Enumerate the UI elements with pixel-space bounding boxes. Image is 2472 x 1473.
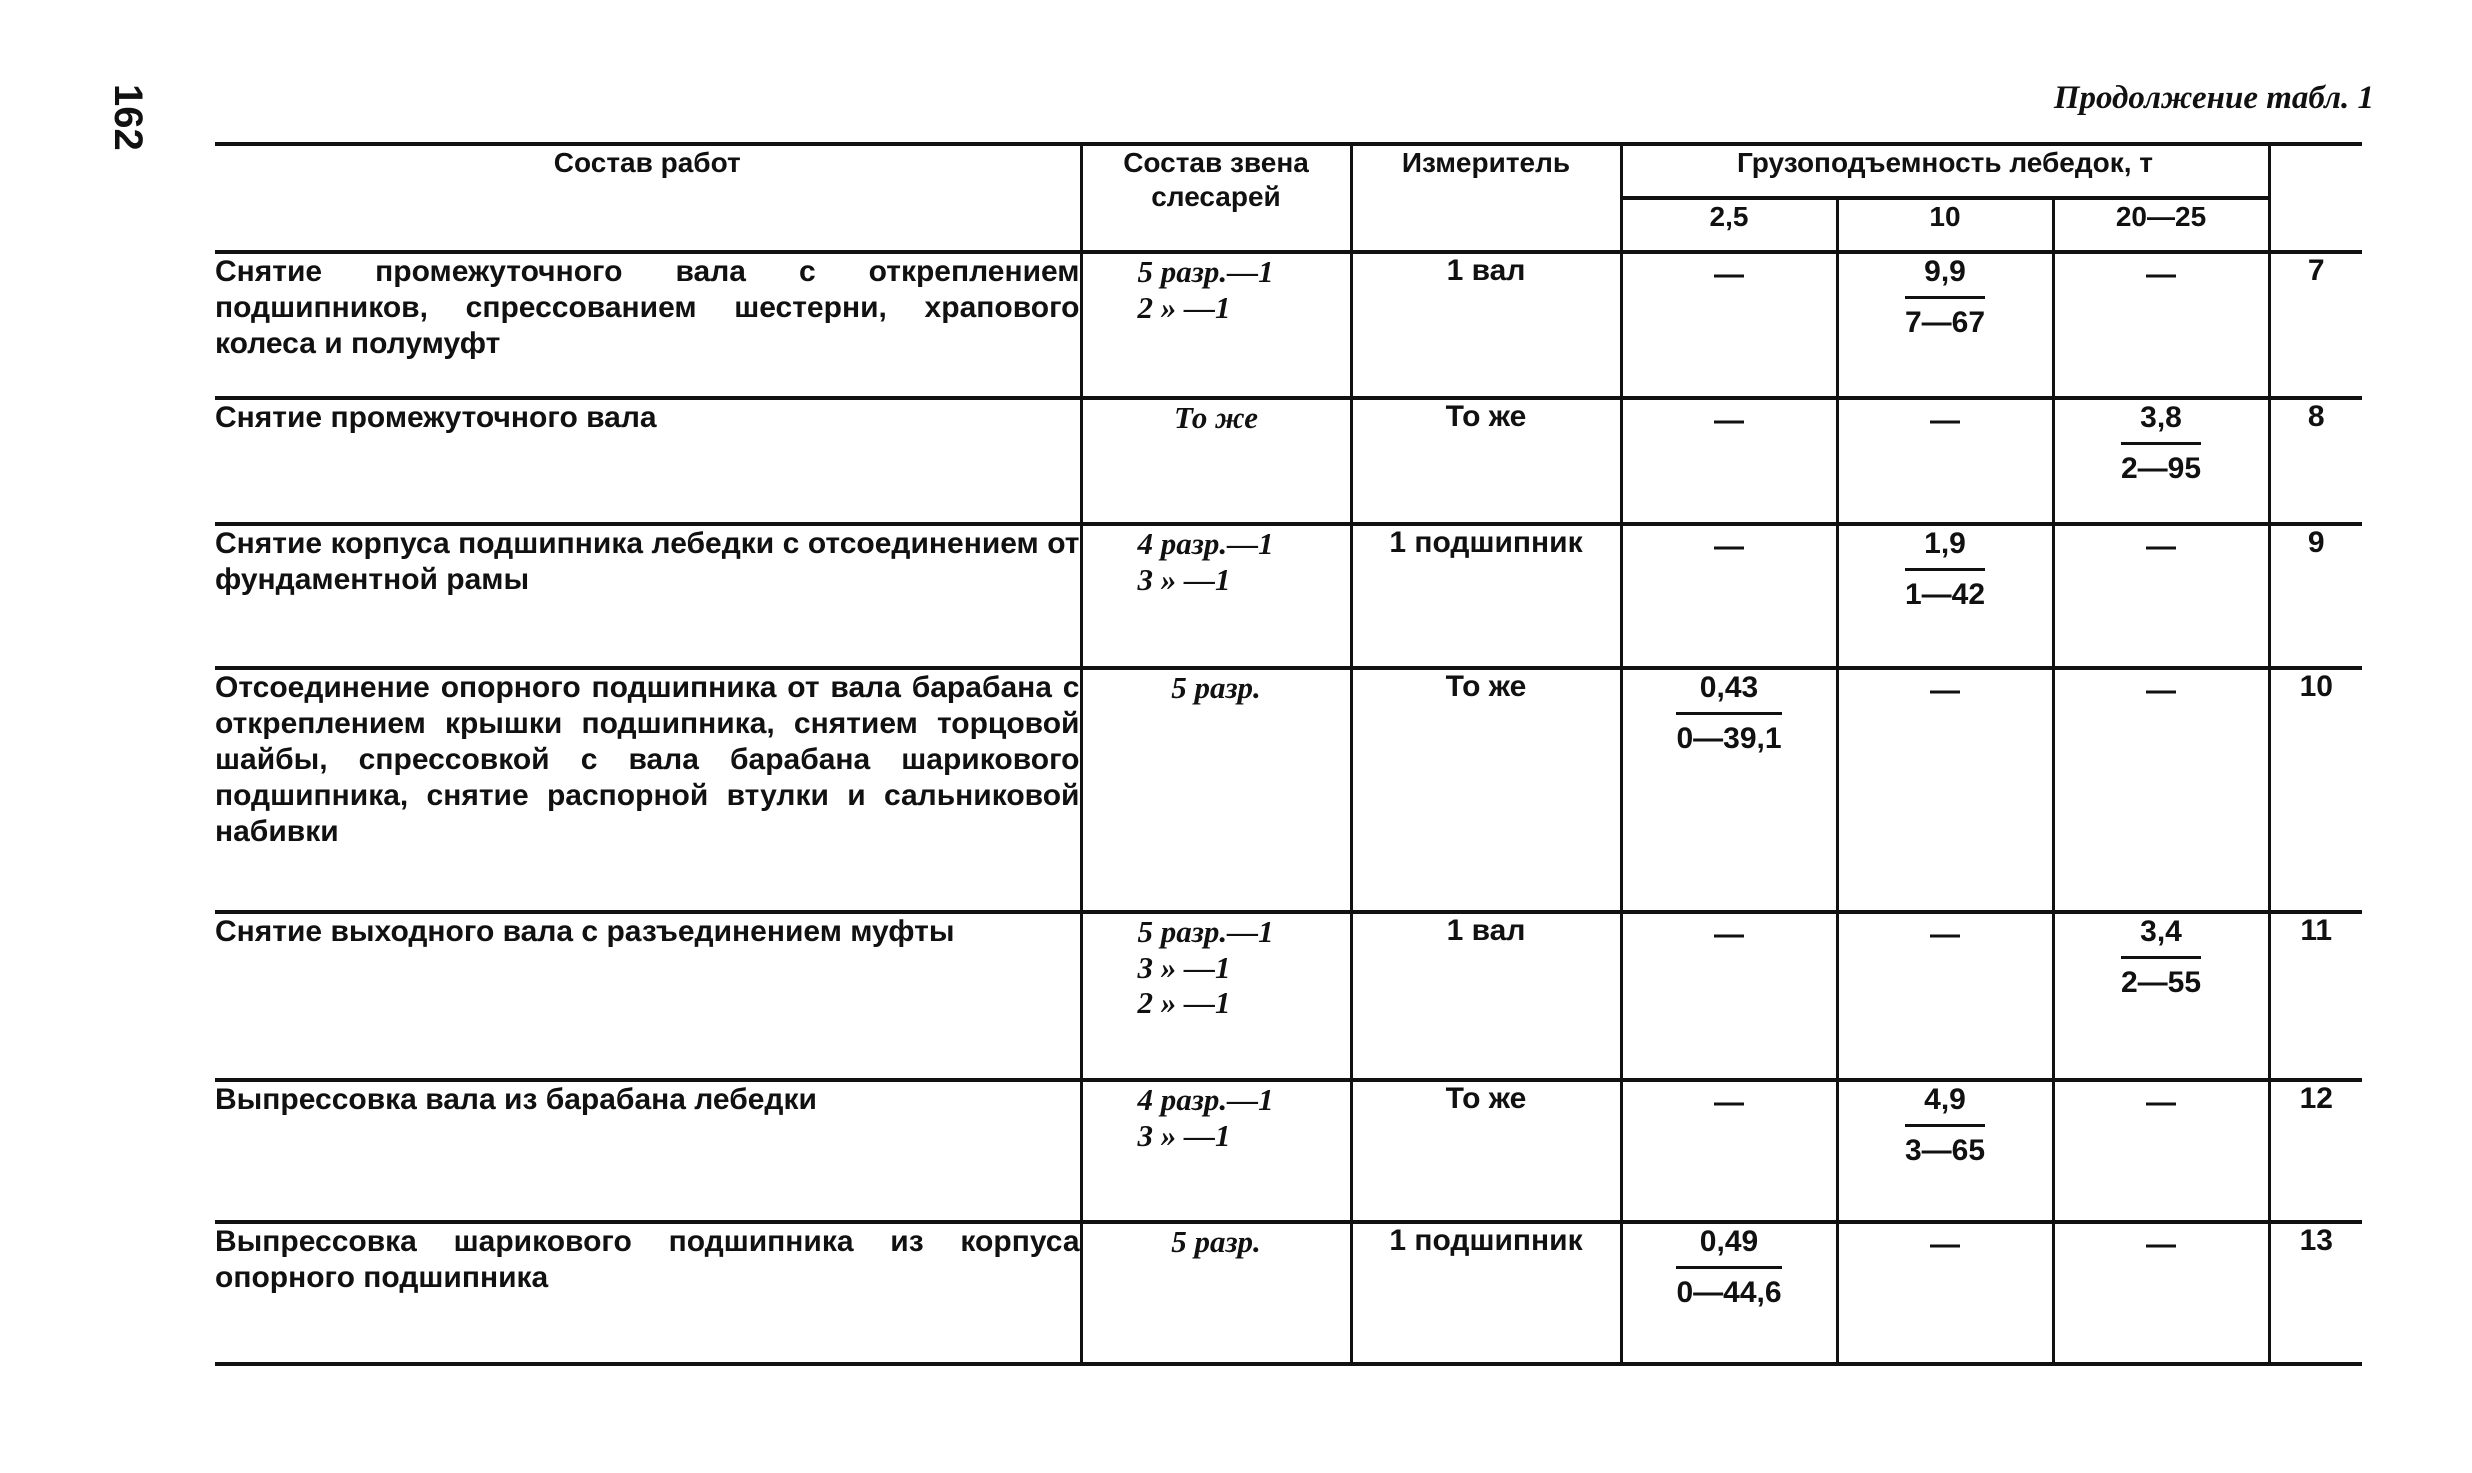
norm-fraction xyxy=(1676,1224,1781,1311)
time-norm: 0,43 xyxy=(1676,670,1781,715)
crew-composition xyxy=(1081,1222,1351,1364)
no-value-dash: — xyxy=(1930,918,1960,951)
header-capacity-20-25: 20—25 xyxy=(2053,198,2269,252)
time-norm: 3,8 xyxy=(2121,400,2201,445)
work-description: Снятие промежуточного вала с откреплением подшипников, спрессованием шестерни, храпового колеса и полумуфт xyxy=(215,252,1081,398)
work-description: Снятие промежуточного вала xyxy=(215,398,1081,524)
row-number: 12 xyxy=(2269,1080,2362,1222)
crew-line: 3 » —1 xyxy=(1137,561,1231,597)
capacity-value-c20 xyxy=(2053,912,2269,1080)
table-body xyxy=(215,252,2362,1364)
page-number: 162 xyxy=(106,84,150,151)
work-description: Отсоединение опорного подшипника от вала барабана с откреплением крышки подшипника, снятием торцовой шайбы, спрессовкой с вала барабана шарикового подшипника, снятие распорной втулки и сальниковой набивки xyxy=(215,668,1081,912)
no-value-dash: — xyxy=(1714,404,1744,437)
capacity-value-c25 xyxy=(1621,912,1837,1080)
table-row xyxy=(215,1222,2362,1364)
capacity-value-c10 xyxy=(1837,912,2053,1080)
capacity-value-c25 xyxy=(1621,524,1837,668)
crew-line: 5 разр.—1 xyxy=(1137,254,1274,289)
table-row xyxy=(215,398,2362,524)
measure-unit: То же xyxy=(1351,398,1621,524)
no-value-dash: — xyxy=(2146,1228,2176,1261)
crew-composition xyxy=(1081,398,1351,524)
price-rate: 0—39,1 xyxy=(1676,722,1782,755)
norm-fraction xyxy=(1905,1082,1985,1169)
no-value-dash: — xyxy=(2146,1086,2176,1119)
no-value-dash: — xyxy=(1930,674,1960,707)
no-value-dash: — xyxy=(1714,258,1744,291)
crew-composition xyxy=(1081,1080,1351,1222)
capacity-value-c10 xyxy=(1837,524,2053,668)
price-rate: 0—44,6 xyxy=(1676,1276,1782,1309)
header-measure-unit: Измеритель xyxy=(1351,144,1621,252)
capacity-value-c20 xyxy=(2053,252,2269,398)
no-value-dash: — xyxy=(2146,258,2176,291)
crew-line: 2 » —1 xyxy=(1137,985,1231,1021)
crew-line: 5 разр. xyxy=(1171,670,1261,705)
row-number: 7 xyxy=(2269,252,2362,398)
measure-unit: То же xyxy=(1351,1080,1621,1222)
crew-line: 3 » —1 xyxy=(1137,949,1231,985)
norm-fraction xyxy=(2121,400,2201,487)
crew-composition xyxy=(1081,524,1351,668)
capacity-value-c25 xyxy=(1621,398,1837,524)
price-rate: 3—65 xyxy=(1904,1134,1986,1167)
row-number: 8 xyxy=(2269,398,2362,524)
time-norm: 4,9 xyxy=(1905,1082,1985,1127)
capacity-value-c10 xyxy=(1837,668,2053,912)
capacity-value-c10 xyxy=(1837,1080,2053,1222)
time-norm: 3,4 xyxy=(2121,914,2201,959)
no-value-dash: — xyxy=(1930,1228,1960,1261)
crew-line: 3 » —1 xyxy=(1137,1117,1231,1153)
norm-fraction xyxy=(1905,526,1985,613)
work-description: Выпрессовка вала из барабана лебедки xyxy=(215,1080,1081,1222)
crew-line: 2 » —1 xyxy=(1137,289,1231,325)
no-value-dash: — xyxy=(1714,1086,1744,1119)
header-capacity-2-5: 2,5 xyxy=(1621,198,1837,252)
measure-unit: 1 подшипник xyxy=(1351,524,1621,668)
header-capacity-10: 10 xyxy=(1837,198,2053,252)
time-norm: 9,9 xyxy=(1905,254,1985,299)
table-continuation-caption: Продолжение табл. 1 xyxy=(2053,80,2374,116)
capacity-value-c10 xyxy=(1837,252,2053,398)
norm-fraction xyxy=(2121,914,2201,1001)
row-number: 9 xyxy=(2269,524,2362,668)
work-description: Выпрессовка шарикового подшипника из корпуса опорного подшипника xyxy=(215,1222,1081,1364)
capacity-value-c10 xyxy=(1837,398,2053,524)
header-work-composition: Состав работ xyxy=(215,144,1081,252)
no-value-dash: — xyxy=(2146,530,2176,563)
capacity-value-c20 xyxy=(2053,398,2269,524)
price-rate: 2—95 xyxy=(2120,452,2202,485)
crew-composition xyxy=(1081,252,1351,398)
capacity-value-c20 xyxy=(2053,1080,2269,1222)
crew-line: 5 разр. xyxy=(1171,1224,1261,1259)
measure-unit: То же xyxy=(1351,668,1621,912)
price-rate: 2—55 xyxy=(2120,966,2202,999)
table-row xyxy=(215,252,2362,398)
crew-line: 5 разр.—1 xyxy=(1137,914,1274,949)
crew-line: 4 разр.—1 xyxy=(1137,1082,1274,1117)
table-row xyxy=(215,668,2362,912)
norm-fraction xyxy=(1905,254,1985,341)
price-rate: 7—67 xyxy=(1904,306,1986,339)
capacity-value-c20 xyxy=(2053,524,2269,668)
table-row xyxy=(215,912,2362,1080)
work-description: Снятие корпуса подшипника лебедки с отсоединением от фундаментной рамы xyxy=(215,524,1081,668)
measure-unit: 1 вал xyxy=(1351,252,1621,398)
row-number: 10 xyxy=(2269,668,2362,912)
capacity-value-c20 xyxy=(2053,668,2269,912)
measure-unit: 1 подшипник xyxy=(1351,1222,1621,1364)
no-value-dash: — xyxy=(1930,404,1960,437)
no-value-dash: — xyxy=(1714,918,1744,951)
crew-composition xyxy=(1081,668,1351,912)
crew-line: 4 разр.—1 xyxy=(1137,526,1274,561)
crew-composition xyxy=(1081,912,1351,1080)
capacity-value-c20 xyxy=(2053,1222,2269,1364)
no-value-dash: — xyxy=(1714,530,1744,563)
header-crew-composition: Состав звена слесарей xyxy=(1081,144,1351,252)
table-row xyxy=(215,524,2362,668)
header-row-number xyxy=(2269,144,2362,252)
capacity-value-c25 xyxy=(1621,1080,1837,1222)
measure-unit: 1 вал xyxy=(1351,912,1621,1080)
norms-table xyxy=(215,142,2362,1366)
time-norm: 0,49 xyxy=(1676,1224,1781,1269)
row-number: 13 xyxy=(2269,1222,2362,1364)
norm-fraction xyxy=(1676,670,1781,757)
crew-line: То же xyxy=(1174,400,1258,435)
table-row xyxy=(215,1080,2362,1222)
no-value-dash: — xyxy=(2146,674,2176,707)
row-number: 11 xyxy=(2269,912,2362,1080)
capacity-value-c25 xyxy=(1621,1222,1837,1364)
work-description: Снятие выходного вала с разъединением муфты xyxy=(215,912,1081,1080)
price-rate: 1—42 xyxy=(1904,578,1986,611)
capacity-value-c10 xyxy=(1837,1222,2053,1364)
time-norm: 1,9 xyxy=(1905,526,1985,571)
capacity-value-c25 xyxy=(1621,252,1837,398)
capacity-value-c25 xyxy=(1621,668,1837,912)
header-winch-capacity: Грузоподъемность лебедок, т xyxy=(1621,144,2269,198)
